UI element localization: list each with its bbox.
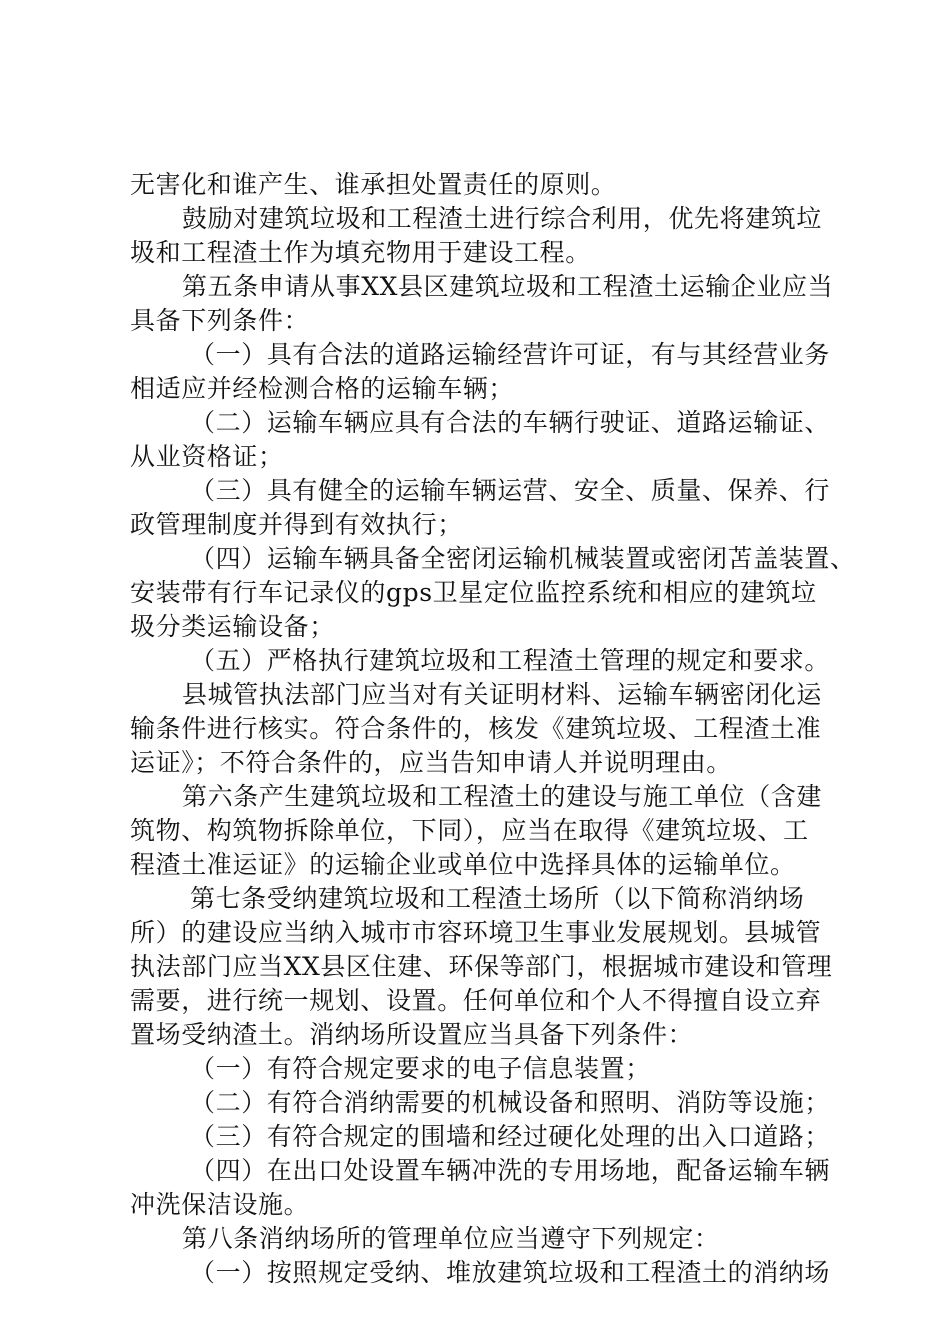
- text-line: 圾和工程渣土作为填充物用于建设工程。: [130, 238, 591, 267]
- text-line: 程渣土准运证》的运输企业或单位中选择具体的运输单位。: [130, 850, 796, 879]
- text-line: 运证》；不符合条件的，应当告知申请人并说明理由。: [130, 748, 732, 777]
- text-line: 具备下列条件：: [130, 306, 310, 335]
- text-line: 置场受纳渣土。消纳场所设置应当具备下列条件：: [130, 1020, 694, 1049]
- text-line: （一）有符合规定要求的电子信息装置；: [190, 1054, 651, 1083]
- text-line: 无害化和谁产生、谁承担处置责任的原则。: [130, 170, 617, 199]
- text-line: （三）具有健全的运输车辆运营、安全、质量、保养、行: [190, 476, 831, 505]
- text-line: 第五条申请从事XX县区建筑垃圾和工程渣土运输企业应当: [182, 272, 834, 301]
- text-line: 第七条受纳建筑垃圾和工程渣土场所（以下简称消纳场: [190, 884, 805, 913]
- document-body: [130, 168, 856, 1290]
- text-line: 筑物、构筑物拆除单位，下同），应当在取得《建筑垃圾、工: [130, 816, 809, 845]
- text-line: （二）运输车辆应具有合法的车辆行驶证、道路运输证、: [190, 408, 831, 437]
- text-line: 政管理制度并得到有效执行；: [130, 510, 463, 539]
- text-line: 安装带有行车记录仪的gps卫星定位监控系统和相应的建筑垃: [130, 578, 817, 607]
- text-line: 鼓励对建筑垃圾和工程渣土进行综合利用，优先将建筑垃: [182, 204, 823, 233]
- text-line: （四）在出口处设置车辆冲洗的专用场地，配备运输车辆: [190, 1156, 831, 1185]
- text-line: （一）具有合法的道路运输经营许可证，有与其经营业务: [190, 340, 831, 369]
- text-line: 第六条产生建筑垃圾和工程渣土的建设与施工单位（含建: [182, 782, 823, 811]
- text-line: （三）有符合规定的围墙和经过硬化处理的出入口道路；: [190, 1122, 831, 1151]
- text-line: 冲洗保洁设施。: [130, 1190, 310, 1219]
- text-line: 圾分类运输设备；: [130, 612, 335, 641]
- text-line: （二）有符合消纳需要的机械设备和照明、消防等设施；: [190, 1088, 831, 1117]
- text-line: 县城管执法部门应当对有关证明材料、运输车辆密闭化运: [182, 680, 823, 709]
- text-line: 所）的建设应当纳入城市市容环境卫生事业发展规划。县城管: [130, 918, 822, 947]
- text-line: 输条件进行核实。符合条件的，核发《建筑垃圾、工程渣土准: [130, 714, 822, 743]
- text-line: 需要，进行统一规划、设置。任何单位和个人不得擅自设立弃: [130, 986, 822, 1015]
- text-line: 第八条消纳场所的管理单位应当遵守下列规定：: [182, 1224, 720, 1253]
- text-line: 相适应并经检测合格的运输车辆；: [130, 374, 515, 403]
- text-line: 执法部门应当XX县区住建、环保等部门，根据城市建设和管理: [130, 952, 833, 981]
- text-line: （四）运输车辆具备全密闭运输机械装置或密闭苫盖装置、: [190, 544, 856, 573]
- text-line: （一）按照规定受纳、堆放建筑垃圾和工程渣土的消纳场: [190, 1258, 831, 1287]
- text-line: （五）严格执行建筑垃圾和工程渣土管理的规定和要求。: [190, 646, 831, 675]
- text-line: 从业资格证；: [130, 442, 284, 471]
